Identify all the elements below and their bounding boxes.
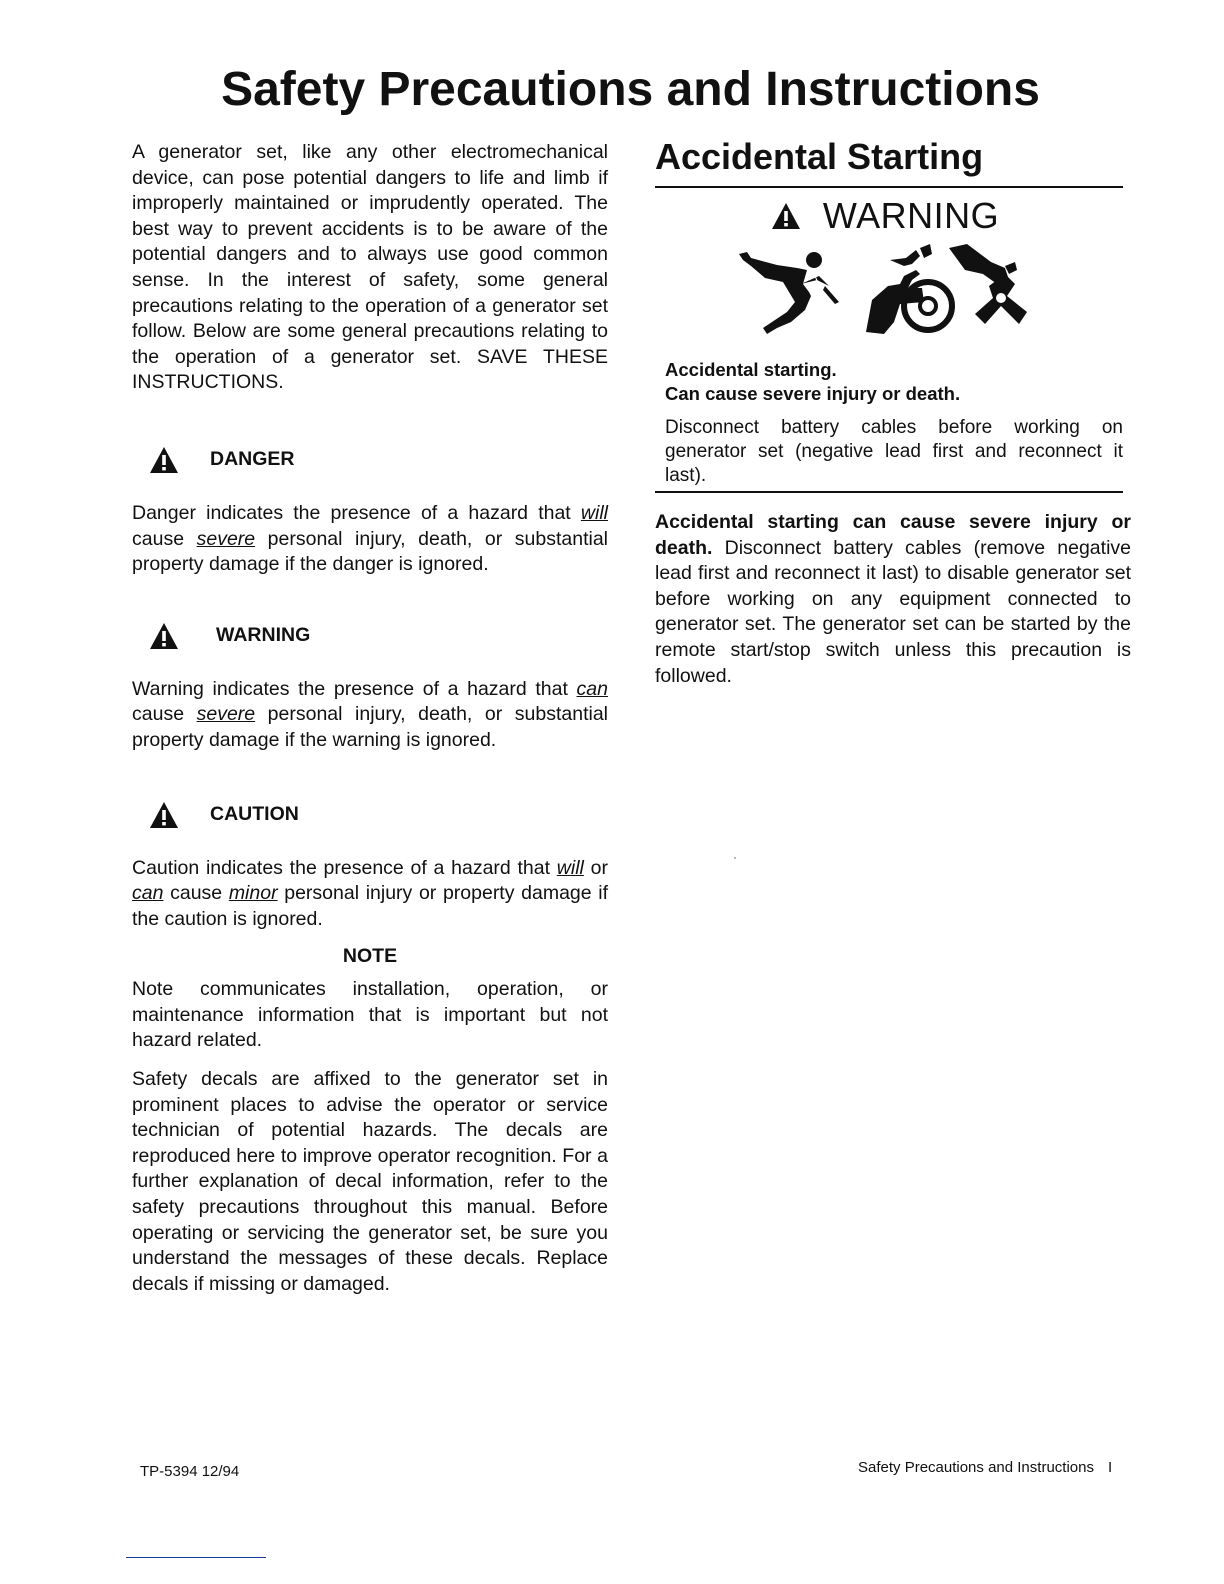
caution-heading (132, 798, 608, 832)
section-title: Accidental Starting (655, 136, 984, 177)
text-run: Danger indicates the presence of a hazard that (132, 501, 581, 524)
left-column (132, 140, 608, 1297)
emphasis-can: can (576, 677, 608, 700)
page-title: Safety Precautions and Instructions (221, 63, 1040, 116)
emphasis-will: will (580, 501, 608, 524)
caption-line-2: Can cause severe injury or death. (665, 383, 961, 404)
caption-line-1: Accidental starting. (665, 359, 837, 380)
warning-heading (132, 619, 608, 653)
page-number: I (1107, 1459, 1113, 1476)
footer-doc-id: TP-5394 12/94 (140, 1463, 240, 1480)
instruction-text: Disconnect battery cables before working on generator set (negative lead first and reconnect it last). (665, 417, 1123, 486)
right-column (655, 135, 1131, 689)
caution-definition (132, 856, 608, 933)
hazard-pictograms (655, 240, 1125, 350)
note-title: NOTE (342, 945, 398, 968)
decals-paragraph: Safety decals are affixed to the generator set in prominent places to advise the operator or service technician of potential hazards. The decals are reproduced here to improve operator recognition. For a further explanation of decal information, refer to the safety precautions throughout this manual. Before operating or servicing the generator set, be sure you understand the messages of these decals. Replace decals if missing or damaged. (132, 1068, 608, 1295)
hand-crush-icon (943, 240, 1083, 350)
danger-heading (132, 443, 608, 477)
text-run: or (583, 856, 608, 879)
text-run: Disconnect battery cables (remove negative lead first and reconnect it last) to disable generator set before working on any equipment connected to generator set. The generator set can be started by the remote start/stop switch unless this precaution is followed. (655, 536, 1131, 687)
footer-title-text: Safety Precautions and Instructions (858, 1459, 1094, 1476)
emphasis-will: will (556, 856, 584, 879)
emphasis-severe: severe (196, 703, 256, 726)
emphasis-can: can (132, 882, 164, 905)
bold-lead-text: Accidental starting can cause severe injury or death. (655, 511, 1131, 559)
warning-label: WARNING (216, 624, 311, 647)
text-run: Warning indicates the presence of a hazard that (132, 677, 577, 700)
hazard-triangle-icon (149, 801, 179, 829)
bottom-accent-line (126, 1557, 266, 1558)
body-paragraph (655, 510, 1131, 689)
warning-header (655, 192, 1125, 240)
text-run: cause (163, 882, 229, 905)
caution-label: CAUTION (210, 803, 299, 825)
text-run: personal injury, death, or substantial property damage if the warning is ignored. (132, 703, 608, 751)
text-run: Caution indicates the presence of a hazard that (132, 856, 557, 879)
warning-word: WARNING (822, 195, 1000, 236)
footer-running-title (858, 1459, 1112, 1476)
danger-label: DANGER (210, 448, 295, 471)
scan-speck (734, 857, 736, 859)
text-run: cause (132, 703, 197, 726)
note-paragraph: Note communicates installation, operation, or maintenance information that is important but not hazard related. (132, 978, 608, 1052)
hazard-triangle-icon (149, 622, 179, 650)
warning-definition (132, 677, 608, 754)
top-rule (655, 186, 1123, 188)
hazard-triangle-icon (149, 446, 179, 474)
text-run: personal injury or property damage if the caution is ignored. (132, 882, 609, 930)
text-run: personal injury, death, or substantial property damage if the danger is ignored. (132, 527, 608, 576)
danger-definition (132, 501, 608, 578)
emphasis-minor: minor (228, 882, 278, 905)
text-run: cause (132, 527, 197, 550)
bottom-rule (655, 491, 1123, 493)
intro-paragraph: A generator set, like any other electromechanical device, can pose potential dangers to life and limb if improperly maintained or imprudently operated. The best way to prevent accidents is to be aware of the potential dangers and to always use good common sense. In the interest of safety, some general precautions relating to the operation of a generator set follow. Below are some general precautions relating to the operation of a generator set. SAVE THESE INSTRUCTIONS. (132, 141, 608, 394)
hazard-triangle-icon (771, 202, 801, 230)
emphasis-severe: severe (196, 527, 256, 550)
